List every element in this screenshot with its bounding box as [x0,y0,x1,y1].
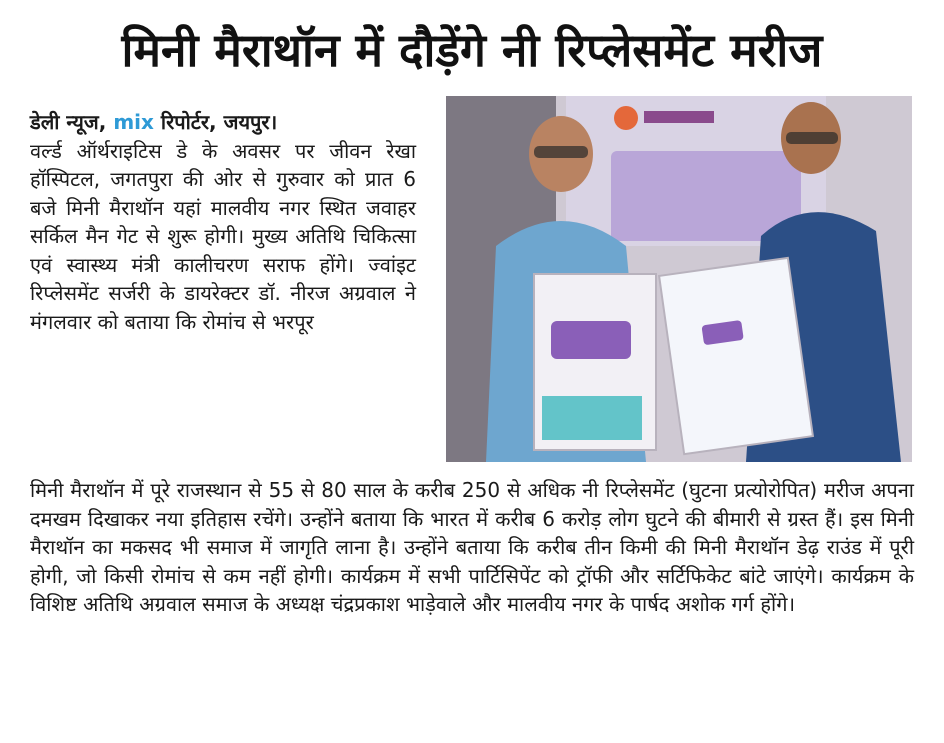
headline: मिनी मैराथॉन में दौड़ेंगे नी रिप्लेसमेंट मरीज [121,23,823,77]
photo-illustration [446,96,912,462]
byline-prefix: डेली न्यूज, [30,110,107,134]
byline [30,108,416,137]
left-column [30,108,416,336]
left-column-text: वर्ल्ड ऑर्थराइटिस डे के अवसर पर जीवन रेखा हॉस्पिटल, जगतपुरा की ओर से गुरुवार को प्रात 6 बजे मिनी मैराथॉन यहां मालवीय नगर स्थित जवाहर सर्किल मैन गेट से शुरू होगी। मुख्य अतिथि चिकित्सा एवं स्वास्थ्य मंत्री कालीचरण सराफ होंगे। ज्वांइट रिप्लेसमेंट सर्जरी के डायरेक्टर डॉ. नीरज अग्रवाल ने मंगलवार को बताया कि रोमांच से भरपूर [30,138,416,334]
mix-logo: mix [113,110,154,134]
article-body: मिनी मैराथॉन में पूरे राजस्थान से 55 से 80 साल के करीब 250 से अधिक नी रिप्लेसमेंट (घुटना प्रत्योरोपित) मरीज अपना दमखम दिखाकर नया इतिहास रचेंगे। उन्होंने बताया कि भारत में करीब 6 करोड़ लोग घुटने की बीमारी से ग्रस्त हैं। इस मिनी मैराथॉन का मकसद भी समाज में जागृति लाना है। उन्होंने बताया कि करीब तीन किमी की मिनी मैराथॉन डेढ़ राउंड में पूरी होगी, जो किसी रोमांच से कम नहीं होगी। कार्यक्रम में सभी पार्टिसिपेंट को ट्रॉफी और सर्टिफिकेट बांटे जाएंगे। कार्यक्रम के विशिष्ट अतिथि अग्रवाल समाज के अध्यक्ष चंद्रप्रकाश भाड़ेवाले और मालवीय नगर के पार्षद अशोक गर्ग होंगे। [30,478,914,617]
byline-suffix: रिपोर्टर, जयपुर। [160,110,278,134]
news-photo [446,96,912,462]
